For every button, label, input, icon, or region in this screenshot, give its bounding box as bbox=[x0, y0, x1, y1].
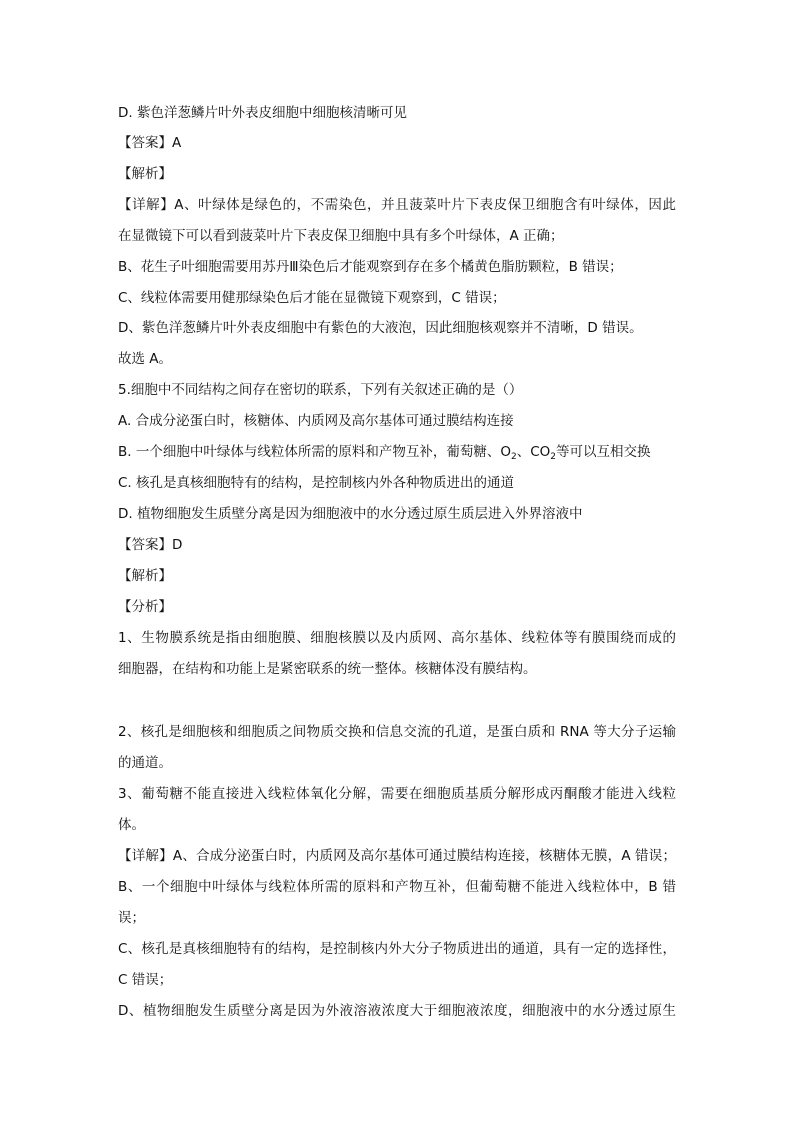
answer-label: 【答案】D bbox=[118, 537, 183, 553]
option-b bbox=[118, 442, 651, 467]
analysis-line: 2、核孔是细胞核和细胞质之间物质交换和信息交流的孔道，是蛋白质和 RNA 等大分子运输 bbox=[118, 724, 676, 740]
detail-line: C 错误； bbox=[118, 972, 173, 988]
detail-line: D、植物细胞发生质壁分离是因为外液溶液浓度大于细胞液浓度，细胞液中的水分透过原生 bbox=[118, 1003, 676, 1019]
detail-line: B、花生子叶细胞需要用苏丹Ⅲ染色后才能观察到存在多个橘黄色脂肪颗粒，B 错误； bbox=[118, 259, 623, 275]
option-b-text-2: 、CO bbox=[516, 444, 551, 460]
answer-label: 【答案】A bbox=[118, 135, 182, 151]
option-d-line: D. 紫色洋葱鳞片叶外表皮细胞中细胞核清晰可见 bbox=[118, 105, 407, 121]
analysis-line: 1、生物膜系统是指由细胞膜、细胞核膜以及内质网、高尔基体、线粒体等有膜围绕而成的 bbox=[118, 630, 676, 646]
conclusion-line: 故选 A。 bbox=[118, 351, 173, 367]
analysis-line: 细胞器，在结构和功能上是紧密联系的统一整体。核糖体没有膜结构。 bbox=[118, 661, 537, 677]
detail-line: C、线粒体需要用健那绿染色后才能在显微镜下观察到，C 错误； bbox=[118, 290, 506, 306]
option-a: A. 合成分泌蛋白时，核糖体、内质网及高尔基体可通过膜结构连接 bbox=[118, 413, 514, 429]
question-stem: 5.细胞中不同结构之间存在密切的联系，下列有关叙述正确的是（） bbox=[118, 382, 523, 398]
detail-line: D、紫色洋葱鳞片叶外表皮细胞中有紫色的大液泡，因此细胞核观察并不清晰，D 错误。 bbox=[118, 320, 643, 336]
option-d: D. 植物细胞发生质壁分离是因为细胞液中的水分透过原生质层进入外界溶液中 bbox=[118, 506, 583, 522]
subscript: 2 bbox=[510, 452, 517, 462]
detail-line: 【详解】A、合成分泌蛋白时，内质网及高尔基体可通过膜结构连接，核糖体无膜，A 错误； bbox=[118, 848, 676, 864]
detail-line: B、一个细胞中叶绿体与线粒体所需的原料和产物互补，但葡萄糖不能进入线粒体中，B 错 bbox=[118, 879, 676, 895]
analysis-line: 体。 bbox=[118, 817, 145, 833]
detail-line: 【详解】A、叶绿体是绿色的，不需染色，并且菠菜叶片下表皮保卫细胞含有叶绿体，因此 bbox=[118, 197, 676, 213]
analysis-line: 的通道。 bbox=[118, 755, 172, 771]
detail-line: 误； bbox=[118, 910, 145, 926]
analysis-label: 【解析】 bbox=[118, 568, 172, 584]
detail-line: C、核孔是真核细胞特有的结构，是控制核内外大分子物质进出的通道，具有一定的选择性， bbox=[118, 941, 676, 957]
detail-line: 在显微镜下可以看到菠菜叶片下表皮保卫细胞中具有多个叶绿体，A 正确； bbox=[118, 228, 564, 244]
option-c: C. 核孔是真核细胞特有的结构，是控制核内外各种物质进出的通道 bbox=[118, 475, 515, 491]
analysis-line: 3、葡萄糖不能直接进入线粒体氧化分解，需要在细胞质基质分解形成丙酮酸才能进入线粒 bbox=[118, 786, 676, 802]
analysis-heading: 【分析】 bbox=[118, 599, 172, 615]
subscript: 2 bbox=[550, 452, 557, 462]
option-b-text-1: B. 一个细胞中叶绿体与线粒体所需的原料和产物互补，葡萄糖、O bbox=[118, 444, 511, 460]
analysis-label: 【解析】 bbox=[118, 166, 172, 182]
option-b-text-3: 等可以互相交换 bbox=[556, 444, 651, 460]
